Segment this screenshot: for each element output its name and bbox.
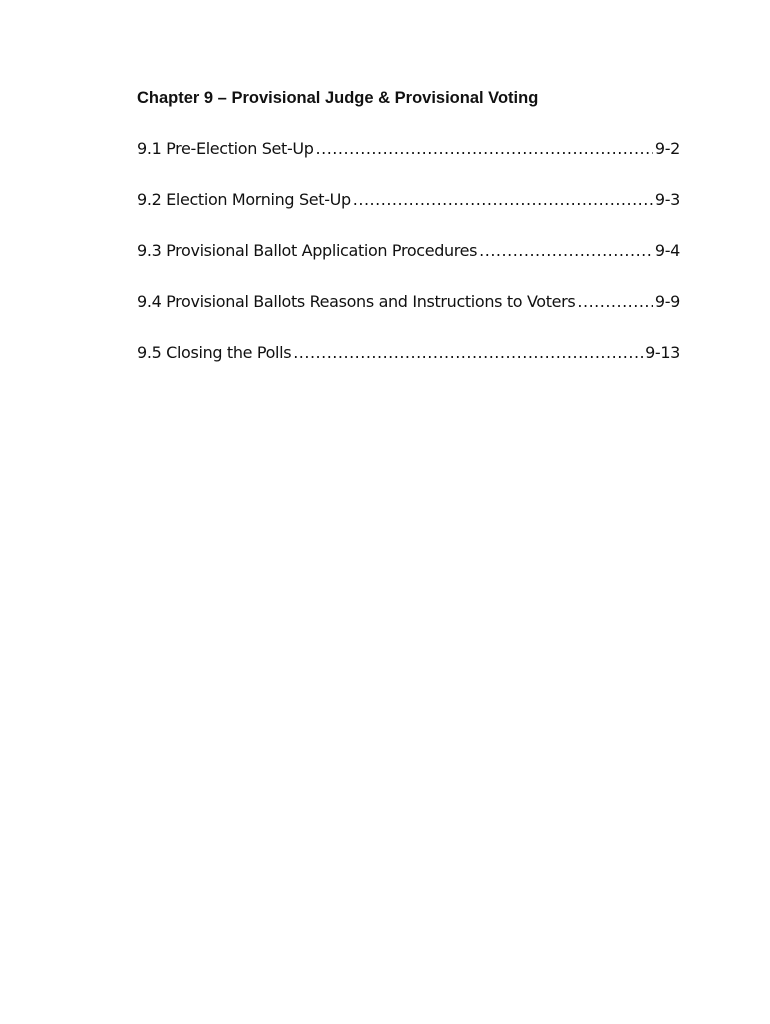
dot-leader [316,137,653,161]
toc-entry-9-4[interactable] [137,290,680,314]
toc-entry-page: 9-3 [654,190,680,209]
toc-entry-page: 9-2 [654,139,680,158]
toc-entry-title: 9.4 Provisional Ballots Reasons and Instructions to Voters [137,292,576,311]
toc-entry-9-3[interactable] [137,239,680,263]
dot-leader [353,188,653,212]
table-of-contents [137,137,680,392]
toc-entry-page: 9-9 [654,292,680,311]
toc-entry-9-2[interactable] [137,188,680,212]
toc-entry-title: 9.1 Pre-Election Set-Up [137,139,314,158]
dot-leader [479,239,653,263]
toc-entry-title: 9.5 Closing the Polls [137,343,292,362]
toc-entry-page: 9-4 [654,241,680,260]
toc-entry-title: 9.3 Provisional Ballot Application Procedures [137,241,478,260]
dot-leader [577,290,653,314]
toc-entry-page: 9-13 [645,343,680,362]
toc-entry-title: 9.2 Election Morning Set-Up [137,190,351,209]
toc-entry-9-1[interactable] [137,137,680,161]
chapter-title: Chapter 9 – Provisional Judge & Provisional Voting [137,89,539,107]
toc-entry-9-5[interactable] [137,341,680,365]
dot-leader [293,341,643,365]
